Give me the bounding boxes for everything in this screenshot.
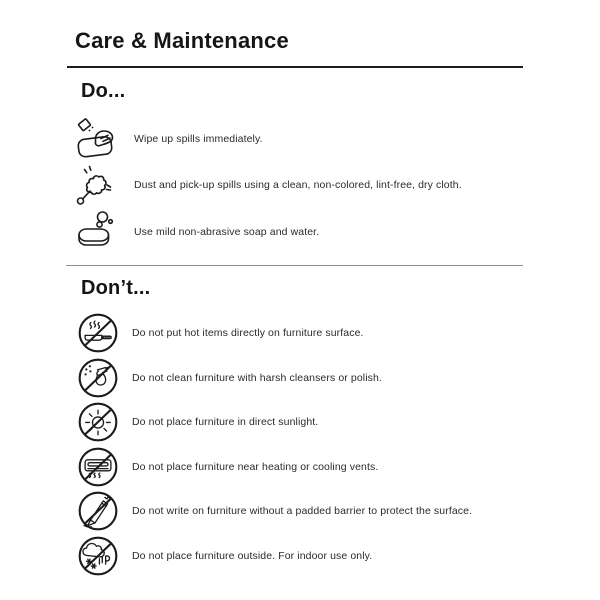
section-divider: [66, 265, 523, 266]
dont-item-direct-sunlight: [77, 401, 547, 443]
dont-item-text: Do not place furniture near heating or cooling vents.: [132, 460, 379, 473]
dont-section-heading: Don’t...: [81, 277, 151, 299]
dont-item-text: Do not place furniture outside. For indoor use only.: [132, 549, 373, 562]
no-hot-items-icon: [77, 312, 119, 354]
do-item-text: Wipe up spills immediately.: [134, 132, 263, 145]
no-writing-icon: [77, 490, 119, 532]
no-direct-sunlight-icon: [77, 401, 119, 443]
soap-water-icon: [72, 208, 120, 256]
do-section-heading: Do...: [81, 80, 126, 102]
no-heating-vents-icon: [77, 446, 119, 488]
dont-item-hot-items: [77, 312, 547, 354]
do-item-soap: [72, 208, 542, 256]
dont-item-text: Do not put hot items directly on furniture surface.: [132, 326, 364, 339]
do-item-dust: [72, 161, 542, 209]
dont-item-text: Do not clean furniture with harsh cleansers or polish.: [132, 371, 382, 384]
do-item-text: Use mild non-abrasive soap and water.: [134, 225, 320, 238]
dont-item-writing: [77, 490, 547, 532]
dont-item-harsh-cleansers: [77, 357, 547, 399]
do-item-wipe-spills: [72, 115, 542, 163]
dont-item-heating-vents: [77, 446, 547, 488]
dont-item-text: Do not place furniture in direct sunlight.: [132, 415, 319, 428]
dont-item-outdoor: [77, 535, 547, 577]
dont-item-text: Do not write on furniture without a padded barrier to protect the surface.: [132, 504, 473, 517]
page-title: Care & Maintenance: [75, 28, 289, 53]
do-item-text: Dust and pick-up spills using a clean, non-colored, lint-free, dry cloth.: [134, 178, 462, 191]
title-divider: [67, 66, 523, 68]
duster-icon: [72, 161, 120, 209]
no-harsh-cleansers-icon: [77, 357, 119, 399]
no-outdoor-icon: [77, 535, 119, 577]
wipe-spill-icon: [72, 115, 120, 163]
